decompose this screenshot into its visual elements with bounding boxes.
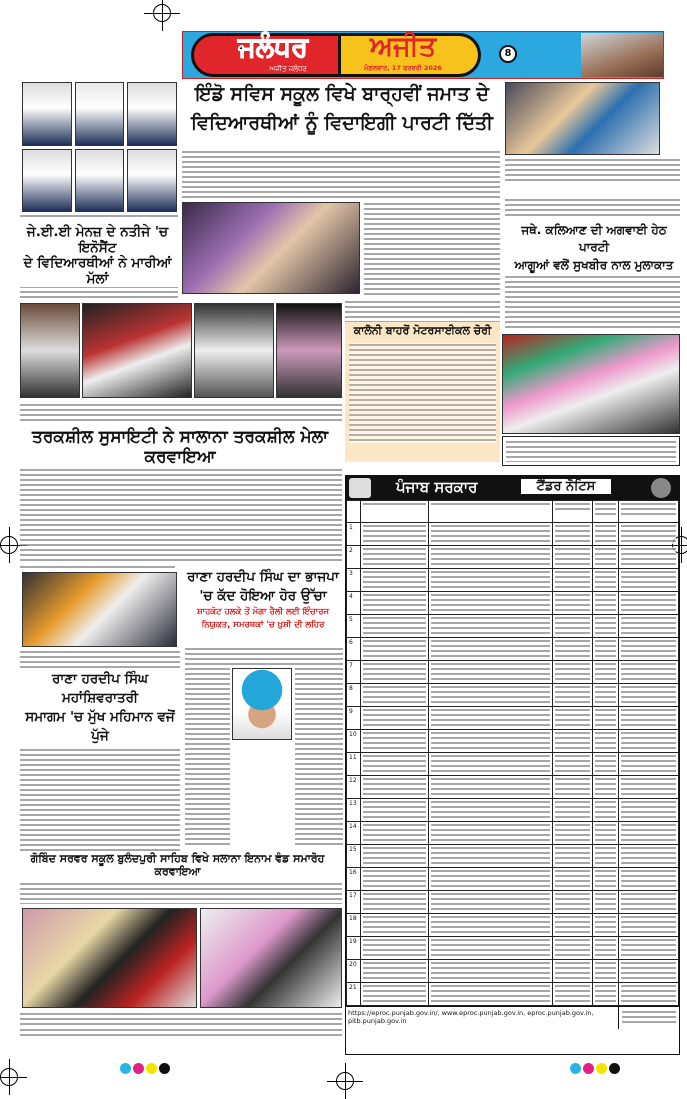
- tender-footer-ref: [619, 1007, 679, 1029]
- subheadline-line: ਸ਼ਾਹਕੋਟ ਹਲਕੇ ਤੋਂ ਮੋਗਾ ਰੈਲੀ ਲਈ ਇੰਚਾਰਜ: [196, 606, 330, 617]
- tender-row: [347, 592, 679, 615]
- tender-footer-links: https://eproc.punjab.gov.in/, www.eproc.punjab.gov.in, eproc.punjab.gov.in, pitb.punjab.gov.in: [346, 1007, 619, 1029]
- tender-row-number: 14: [347, 822, 361, 845]
- main-headline: [182, 80, 502, 137]
- tender-row: [347, 845, 679, 868]
- article-body: [20, 1028, 342, 1036]
- student-photo: [75, 149, 125, 213]
- headline-line: ਰਾਣਾ ਹਰਦੀਪ ਸਿੰਘ ਮਹਾਂਸ਼ਿਵਰਾਤਰੀ: [51, 671, 149, 706]
- tender-row: [347, 822, 679, 845]
- tender-row: [347, 638, 679, 661]
- photo-caption: [505, 198, 680, 218]
- tender-row-number: 21: [347, 983, 361, 1006]
- student-photo: [22, 149, 72, 213]
- theft-story-box: [345, 322, 500, 462]
- masthead-title-right: ਅਜੀਤ: [369, 31, 437, 62]
- tarksheel-photo-1: [20, 303, 80, 398]
- tender-table: [346, 500, 679, 1006]
- tender-row-number: 12: [347, 776, 361, 799]
- rana-portrait: [232, 668, 292, 740]
- tender-govt-label: ਪੰਜਾਬ ਸਰਕਾਰ: [396, 478, 478, 496]
- article-body: [20, 565, 175, 571]
- tender-row: [347, 546, 679, 569]
- photo-caption: [20, 1012, 342, 1026]
- rana-bjp-story-head: [182, 568, 344, 631]
- tender-row-number: 18: [347, 914, 361, 937]
- prize-distribution-photo-1: [22, 908, 197, 1008]
- registration-mark: [336, 1072, 354, 1090]
- article-body: [349, 343, 496, 443]
- headline-line: ਸਮਾਗਮ 'ਚ ਮੁੱਖ ਮਹਿਮਾਨ ਵਜੋਂ ਪੁੱਜੇ: [25, 708, 175, 744]
- headline-line: ਜਥੇ. ਕਲਿਆਣ ਦੀ ਅਗਵਾਈ ਹੇਠ ਪਾਰਟੀ: [521, 223, 667, 255]
- sukhbir-meeting-photo: [505, 82, 660, 155]
- students-photo-grid: [22, 82, 177, 212]
- tender-row: [347, 730, 679, 753]
- tender-row-number: 7: [347, 661, 361, 684]
- tender-row: [347, 983, 679, 1006]
- headline-line: ਰਾਣਾ ਹਰਦੀਪ ਸਿੰਘ ਦਾ ਭਾਜਪਾ: [187, 569, 339, 585]
- tender-row-number: 4: [347, 592, 361, 615]
- tender-row: [347, 799, 679, 822]
- farewell-party-photo: [182, 202, 360, 294]
- tender-row-number: 2: [347, 546, 361, 569]
- rana-bjp-headline: [182, 568, 344, 606]
- headline-line: ਇੰਡੋ ਸਵਿਸ ਸਕੂਲ ਵਿਖੇ ਬਾਰ੍ਹਵੀਂ ਜਮਾਤ ਦੇ: [195, 83, 489, 105]
- article-body: [345, 300, 500, 322]
- tender-row-number: 17: [347, 891, 361, 914]
- tender-row-number: 1: [347, 523, 361, 546]
- tender-row: [347, 891, 679, 914]
- masthead-building-photo: [581, 33, 663, 77]
- tender-row: [347, 960, 679, 983]
- tender-footer: [346, 1006, 679, 1029]
- prize-distribution-photo-2: [200, 908, 342, 1008]
- tarksheel-photo-2: [82, 303, 192, 398]
- tender-row: [347, 615, 679, 638]
- masthead-subtitle: ਅਜੀਤ ਜਲੰਧਰ: [269, 65, 307, 73]
- tender-row-number: 5: [347, 615, 361, 638]
- registration-mark: [0, 1068, 18, 1086]
- tender-row: [347, 937, 679, 960]
- tender-row: [347, 753, 679, 776]
- registration-mark: [0, 536, 18, 554]
- tender-row-number: 13: [347, 799, 361, 822]
- tarksheel-photo-3: [194, 303, 274, 398]
- tender-row: [347, 707, 679, 730]
- agency-seal-icon: [651, 478, 671, 498]
- photo-caption-box: [502, 436, 680, 466]
- photo-caption: [20, 403, 342, 421]
- headline-line: 'ਚ ਕੱਦ ਹੋਇਆ ਹੋਰ ਉੱਚਾ: [199, 587, 327, 604]
- tender-row-number: 10: [347, 730, 361, 753]
- article-body: [20, 458, 342, 564]
- tender-row-number: 15: [347, 845, 361, 868]
- photo-caption: [505, 158, 680, 183]
- tender-row: [347, 868, 679, 891]
- tender-row-number: 19: [347, 937, 361, 960]
- tender-row-number: 8: [347, 684, 361, 707]
- tender-row: [347, 661, 679, 684]
- tender-row-number: 20: [347, 960, 361, 983]
- article-body: [295, 667, 343, 847]
- student-photo: [127, 149, 177, 213]
- subheadline-line: ਨਿਯੁਕਤ, ਸਮਰਥਕਾਂ 'ਚ ਖ਼ੁਸ਼ੀ ਦੀ ਲਹਿਰ: [201, 619, 325, 630]
- student-photo: [22, 82, 72, 146]
- punjab-emblem-icon: [349, 478, 371, 498]
- registration-mark: [153, 4, 171, 22]
- tender-row-number: 9: [347, 707, 361, 730]
- photo-caption: [20, 214, 178, 220]
- article-body: [364, 202, 500, 296]
- kalyan-headline: [505, 222, 683, 274]
- tender-row: [347, 569, 679, 592]
- headline-line: ਜੇ.ਈ.ਈ ਮੇਨਜ਼ ਦੇ ਨਤੀਜੇ 'ਚ ਇਨੋਸੈਂਟ: [26, 224, 169, 256]
- headline-line: ਆਗੂਆਂ ਵਲੋਂ ਸੁਖਬੀਰ ਨਾਲ ਮੁਲਾਕਾਤ: [514, 257, 674, 272]
- tender-row: [347, 776, 679, 799]
- rana-shivratri-headline: [15, 670, 185, 746]
- rana-group-photo: [22, 572, 177, 647]
- tarksheel-headline: ਤਰਕਸ਼ੀਲ ਸੁਸਾਇਟੀ ਨੇ ਸਾਲਾਨਾ ਤਰਕਸ਼ੀਲ ਮੇਲਾ ਕਰਵਾਇਆ: [15, 428, 345, 467]
- cmyk-dots: [120, 1059, 172, 1078]
- headline-line: ਵਿਦਿਆਰਥੀਆਂ ਨੂੰ ਵਿਦਾਇਗੀ ਪਾਰਟੀ ਦਿੱਤੀ: [191, 111, 493, 134]
- tarksheel-photo-4: [276, 303, 342, 398]
- masthead-date: ਮੰਗਲਵਾਰ, 17 ਫਰਵਰੀ 2026: [364, 64, 442, 72]
- student-photo: [75, 82, 125, 146]
- tender-row: [347, 914, 679, 937]
- tender-row-number: 3: [347, 569, 361, 592]
- article-body: [185, 647, 343, 665]
- tender-row-number: 6: [347, 638, 361, 661]
- tender-row-number: 11: [347, 753, 361, 776]
- cmyk-dots: [570, 1059, 622, 1078]
- student-photo: [127, 82, 177, 146]
- article-body: [505, 265, 680, 331]
- print-color-bar: [0, 1059, 687, 1070]
- theft-headline: ਕਾਲੋਨੀ ਬਾਹਰੋਂ ਮੋਟਰਸਾਈਕਲ ਚੋਰੀ: [353, 324, 492, 337]
- masthead: [182, 31, 664, 79]
- masthead-title-left: ਜਲੰਧਰ: [238, 32, 308, 63]
- gobind-headline: ਗੋਬਿੰਦ ਸਰਵਰ ਸਕੂਲ ਬੁਲੰਦਪੁਰੀ ਸਾਹਿਬ ਵਿਖੇ ਸਲਾਨਾ ਇਨਾਮ ਵੰਡ ਸਮਾਰੋਹ ਕਰਵਾਇਆ: [10, 853, 345, 878]
- tender-row: [347, 684, 679, 707]
- article-body: [182, 150, 500, 200]
- celebration-photo: [502, 334, 680, 434]
- tender-notice: [345, 475, 680, 1055]
- rana-bjp-subheadline: [182, 606, 344, 632]
- photo-caption: [20, 650, 180, 668]
- jee-headline: [15, 225, 180, 287]
- tender-row: [347, 523, 679, 546]
- article-body: [20, 882, 342, 904]
- page-number: 8: [499, 45, 517, 63]
- tender-header: [346, 476, 679, 500]
- tender-title: ਟੈਂਡਰ ਨੋਟਿਸ: [521, 479, 611, 494]
- article-body: [185, 667, 230, 847]
- tender-row-number: 16: [347, 868, 361, 891]
- headline-line: ਦੇ ਵਿਦਿਆਰਥੀਆਂ ਨੇ ਮਾਰੀਆਂ ਮੱਲਾਂ: [23, 255, 172, 287]
